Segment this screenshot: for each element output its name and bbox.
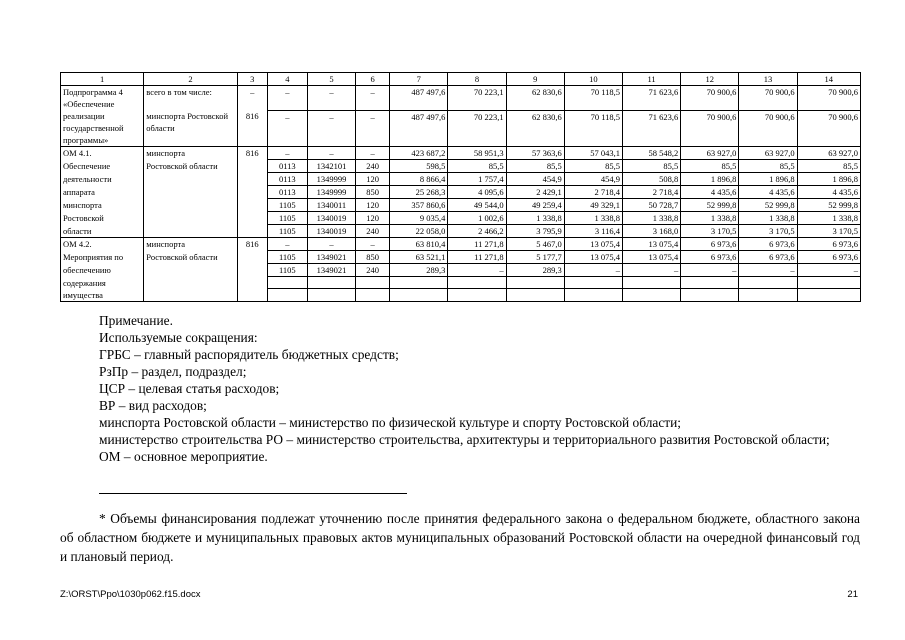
table-cell — [623, 277, 681, 289]
header-cell: 10 — [564, 73, 622, 86]
table-cell — [356, 277, 390, 289]
table-cell: 3 168,0 — [623, 225, 681, 238]
table-cell: 850 — [356, 186, 390, 199]
table-cell — [307, 289, 355, 302]
page-number: 21 — [847, 589, 858, 600]
table-cell — [448, 277, 506, 289]
table-cell: 120 — [356, 173, 390, 186]
abbr-ministry-construction: министерство строительства РО – министерство строительства, архитектуры и территориального развития Ростовской области; — [99, 432, 830, 447]
table-cell: 52 999,8 — [739, 199, 797, 212]
row-label-cell: деятельности — [61, 173, 144, 186]
table-cell: 1 896,8 — [797, 173, 860, 186]
table-cell: 3 170,5 — [797, 225, 860, 238]
table-cell: 8 866,4 — [390, 173, 448, 186]
executor-cell: минспорта — [144, 147, 237, 160]
table-cell: 85,5 — [506, 160, 564, 173]
table-cell: 0113 — [267, 173, 307, 186]
row-label-cell: содержания — [61, 277, 144, 289]
table-cell: 598,5 — [390, 160, 448, 173]
row-label-cell: ОМ 4.1. — [61, 147, 144, 160]
executor-cell — [144, 264, 237, 277]
table-cell: 58 951,3 — [448, 147, 506, 160]
table-cell: 2 718,4 — [623, 186, 681, 199]
table-cell: – — [797, 264, 860, 277]
table-cell: 816 — [237, 238, 267, 251]
executor-cell: минспорта Ростовской области — [144, 110, 237, 147]
table-row — [61, 173, 861, 186]
row-label-cell: области — [61, 225, 144, 238]
table-cell: 240 — [356, 264, 390, 277]
table-cell: 5 467,0 — [506, 238, 564, 251]
table-cell: 70 223,1 — [448, 110, 506, 147]
header-cell: 13 — [739, 73, 797, 86]
notes-title: Примечание. — [99, 313, 173, 328]
header-cell: 6 — [356, 73, 390, 86]
table-cell: 70 900,6 — [739, 86, 797, 111]
table-cell: 85,5 — [564, 160, 622, 173]
table-cell: 454,9 — [564, 173, 622, 186]
table-cell: 63 927,0 — [797, 147, 860, 160]
table-cell — [506, 289, 564, 302]
header-cell: 3 — [237, 73, 267, 86]
table-cell — [237, 277, 267, 289]
table-cell — [237, 186, 267, 199]
table-cell: – — [623, 264, 681, 277]
table-cell: 0113 — [267, 160, 307, 173]
table-cell — [681, 277, 739, 289]
table-cell: 57 043,1 — [564, 147, 622, 160]
table-cell: 1105 — [267, 264, 307, 277]
table-cell — [390, 289, 448, 302]
table-cell: 487 497,6 — [390, 86, 448, 111]
table-cell: – — [307, 238, 355, 251]
table-cell: 52 999,8 — [797, 199, 860, 212]
table-cell: 1 338,8 — [506, 212, 564, 225]
executor-cell — [144, 212, 237, 225]
table-row — [61, 238, 861, 251]
table-cell: 2 466,2 — [448, 225, 506, 238]
table-cell: 70 118,5 — [564, 110, 622, 147]
table-row — [61, 251, 861, 264]
table-cell: 1 338,8 — [739, 212, 797, 225]
table-cell: 1 338,8 — [623, 212, 681, 225]
table-cell — [739, 277, 797, 289]
row-label-cell: реализации государственной программы» — [61, 110, 144, 147]
table-cell — [267, 277, 307, 289]
executor-cell: Ростовской области — [144, 160, 237, 173]
table-cell: – — [267, 147, 307, 160]
table-cell — [237, 199, 267, 212]
table-cell: 2 429,1 — [506, 186, 564, 199]
abbr-csr: ЦСР – целевая статья расходов; — [99, 381, 280, 396]
table-cell: 6 973,6 — [681, 251, 739, 264]
table-cell: 508,8 — [623, 173, 681, 186]
table-cell: 13 075,4 — [623, 251, 681, 264]
table-cell: 50 728,7 — [623, 199, 681, 212]
table-cell: – — [307, 110, 355, 147]
table-row — [61, 212, 861, 225]
table-cell: 6 973,6 — [739, 238, 797, 251]
table-cell: 63 927,0 — [739, 147, 797, 160]
table-cell: 120 — [356, 199, 390, 212]
table-cell: 63 810,4 — [390, 238, 448, 251]
table-row — [61, 264, 861, 277]
table-cell: – — [739, 264, 797, 277]
row-label-cell: обеспечению — [61, 264, 144, 277]
table-cell: 1105 — [267, 212, 307, 225]
table-cell: 70 900,6 — [681, 86, 739, 111]
table-cell — [623, 289, 681, 302]
table-cell: 3 170,5 — [739, 225, 797, 238]
table-cell — [237, 160, 267, 173]
table-cell: 70 900,6 — [739, 110, 797, 147]
table-cell: 1 896,8 — [681, 173, 739, 186]
table-cell: 25 268,3 — [390, 186, 448, 199]
table-cell: 62 830,6 — [506, 110, 564, 147]
row-label-cell: минспорта — [61, 199, 144, 212]
table-cell: 1 338,8 — [797, 212, 860, 225]
table-cell: 62 830,6 — [506, 86, 564, 111]
table-cell — [564, 277, 622, 289]
table-cell: 1105 — [267, 225, 307, 238]
table-cell: 49 329,1 — [564, 199, 622, 212]
table-cell: 1340011 — [307, 199, 355, 212]
table-cell — [681, 289, 739, 302]
header-cell: 4 — [267, 73, 307, 86]
table-cell: 120 — [356, 212, 390, 225]
table-cell — [267, 289, 307, 302]
table-cell: 1 338,8 — [681, 212, 739, 225]
executor-cell — [144, 225, 237, 238]
table-cell: 1 757,4 — [448, 173, 506, 186]
table-row — [61, 160, 861, 173]
table-cell: 52 999,8 — [681, 199, 739, 212]
footnote-separator — [99, 493, 407, 494]
table-cell: 1105 — [267, 251, 307, 264]
table-cell — [506, 277, 564, 289]
header-cell: 9 — [506, 73, 564, 86]
table-cell — [237, 264, 267, 277]
header-cell: 1 — [61, 73, 144, 86]
table-cell: 71 623,6 — [623, 110, 681, 147]
table-row — [61, 186, 861, 199]
executor-cell — [144, 173, 237, 186]
table-cell: 1340019 — [307, 212, 355, 225]
table-cell: 1349999 — [307, 186, 355, 199]
table-cell: 850 — [356, 251, 390, 264]
row-label-cell: Обеспечение — [61, 160, 144, 173]
table-cell: – — [564, 264, 622, 277]
row-label-cell: аппарата — [61, 186, 144, 199]
table-cell: 71 623,6 — [623, 86, 681, 111]
row-label-cell: Мероприятия по — [61, 251, 144, 264]
table-cell: 1105 — [267, 199, 307, 212]
table-cell: – — [356, 238, 390, 251]
table-cell: 4 435,6 — [681, 186, 739, 199]
table-cell — [237, 173, 267, 186]
executor-cell: минспорта — [144, 238, 237, 251]
table-cell: 70 900,6 — [681, 110, 739, 147]
table-cell — [307, 277, 355, 289]
table-cell: – — [237, 86, 267, 111]
table-cell: – — [681, 264, 739, 277]
table-cell: 11 271,8 — [448, 251, 506, 264]
table-cell: 13 075,4 — [564, 251, 622, 264]
table-cell: 63 927,0 — [681, 147, 739, 160]
table-cell — [237, 212, 267, 225]
table-cell: 1 338,8 — [564, 212, 622, 225]
table-cell: 58 548,2 — [623, 147, 681, 160]
table-cell: 85,5 — [739, 160, 797, 173]
table-cell: 1342101 — [307, 160, 355, 173]
table-cell: 57 363,6 — [506, 147, 564, 160]
table-cell — [797, 289, 860, 302]
table-cell: 289,3 — [506, 264, 564, 277]
table-cell: 3 116,4 — [564, 225, 622, 238]
header-cell: 5 — [307, 73, 355, 86]
table-cell: 4 435,6 — [739, 186, 797, 199]
table-row — [61, 289, 861, 302]
executor-cell — [144, 186, 237, 199]
table-cell: 0113 — [267, 186, 307, 199]
table-cell: 70 900,6 — [797, 86, 860, 111]
table-cell: 1349999 — [307, 173, 355, 186]
table-cell: 85,5 — [448, 160, 506, 173]
table-cell: 240 — [356, 225, 390, 238]
table-cell: – — [307, 147, 355, 160]
file-path: Z:\ORST\Ppo\1030p062.f15.docx — [60, 589, 201, 600]
table-cell — [448, 289, 506, 302]
table-cell: 4 095,6 — [448, 186, 506, 199]
table-cell: 22 058,0 — [390, 225, 448, 238]
header-cell: 11 — [623, 73, 681, 86]
table-cell: 11 271,8 — [448, 238, 506, 251]
row-label-cell: Ростовской — [61, 212, 144, 225]
table-cell — [564, 289, 622, 302]
table-cell: – — [448, 264, 506, 277]
table-cell: – — [267, 110, 307, 147]
header-cell: 2 — [144, 73, 237, 86]
table-cell: – — [267, 238, 307, 251]
table-cell: 49 259,4 — [506, 199, 564, 212]
table-cell — [390, 277, 448, 289]
table-cell: 13 075,4 — [623, 238, 681, 251]
footnote-text: * Объемы финансирования подлежат уточнению после принятия федерального закона о федеральном бюджете, областного закона об областном бюджете и муниципальных правовых актов муниципальных образований Ростовской области на очередной финансовый год и плановый период. — [60, 511, 860, 565]
abbreviations-header: Используемые сокращения: — [99, 330, 258, 345]
header-cell: 14 — [797, 73, 860, 86]
abbr-rzpr: РзПр – раздел, подраздел; — [99, 364, 247, 379]
executor-cell — [144, 199, 237, 212]
executor-cell — [144, 289, 237, 302]
table-cell — [237, 289, 267, 302]
notes-section — [60, 312, 860, 465]
header-cell: 8 — [448, 73, 506, 86]
table-cell: 85,5 — [681, 160, 739, 173]
table-cell: – — [307, 86, 355, 111]
table-cell: 4 435,6 — [797, 186, 860, 199]
table-cell: 240 — [356, 160, 390, 173]
abbr-grbs: ГРБС – главный распорядитель бюджетных средств; — [99, 347, 399, 362]
table-row — [61, 147, 861, 160]
table-cell: 3 170,5 — [681, 225, 739, 238]
table-cell: 70 118,5 — [564, 86, 622, 111]
table-cell: 289,3 — [390, 264, 448, 277]
abbr-vr: ВР – вид расходов; — [99, 398, 207, 413]
table-cell: 9 035,4 — [390, 212, 448, 225]
table-cell: 1 002,6 — [448, 212, 506, 225]
table-cell: 487 497,6 — [390, 110, 448, 147]
table-row — [61, 86, 861, 111]
table-cell: 49 544,0 — [448, 199, 506, 212]
table-cell: 423 687,2 — [390, 147, 448, 160]
table-cell: 3 795,9 — [506, 225, 564, 238]
header-cell: 7 — [390, 73, 448, 86]
table-header-row — [61, 73, 861, 86]
table-cell: 1 896,8 — [739, 173, 797, 186]
table-cell: 85,5 — [797, 160, 860, 173]
table-cell: – — [356, 86, 390, 111]
row-label-cell: Подпрограмма 4 «Обеспечение — [61, 86, 144, 111]
table-cell: – — [356, 147, 390, 160]
table-cell: 70 223,1 — [448, 86, 506, 111]
row-label-cell: ОМ 4.2. — [61, 238, 144, 251]
table-cell: 6 973,6 — [797, 238, 860, 251]
table-cell: 5 177,7 — [506, 251, 564, 264]
table-cell: 70 900,6 — [797, 110, 860, 147]
abbr-om: ОМ – основное мероприятие. — [99, 449, 268, 464]
table-cell: 63 521,1 — [390, 251, 448, 264]
table-cell: 1349021 — [307, 251, 355, 264]
table-cell — [739, 289, 797, 302]
table-cell: 6 973,6 — [681, 238, 739, 251]
table-cell: 85,5 — [623, 160, 681, 173]
table-cell: 13 075,4 — [564, 238, 622, 251]
table-cell — [237, 251, 267, 264]
executor-cell: Ростовской области — [144, 251, 237, 264]
table-cell: 6 973,6 — [739, 251, 797, 264]
table-cell: – — [267, 86, 307, 111]
table-row — [61, 225, 861, 238]
table-cell: 6 973,6 — [797, 251, 860, 264]
table-row — [61, 277, 861, 289]
executor-cell: всего в том числе: — [144, 86, 237, 111]
executor-cell — [144, 277, 237, 289]
table-row — [61, 110, 861, 147]
header-cell: 12 — [681, 73, 739, 86]
table-cell: – — [356, 110, 390, 147]
table-cell: 1340019 — [307, 225, 355, 238]
table-cell: 816 — [237, 147, 267, 160]
table-cell: 816 — [237, 110, 267, 147]
row-label-cell: имущества — [61, 289, 144, 302]
table-cell: 2 718,4 — [564, 186, 622, 199]
table-cell — [237, 225, 267, 238]
table-cell: 454,9 — [506, 173, 564, 186]
abbr-minsport: минспорта Ростовской области – министерство по физической культуре и спорту Ростовской области; — [99, 415, 682, 430]
table-cell — [797, 277, 860, 289]
budget-table — [60, 72, 861, 302]
table-cell — [356, 289, 390, 302]
table-cell: 1349021 — [307, 264, 355, 277]
table-cell: 357 860,6 — [390, 199, 448, 212]
table-row — [61, 199, 861, 212]
